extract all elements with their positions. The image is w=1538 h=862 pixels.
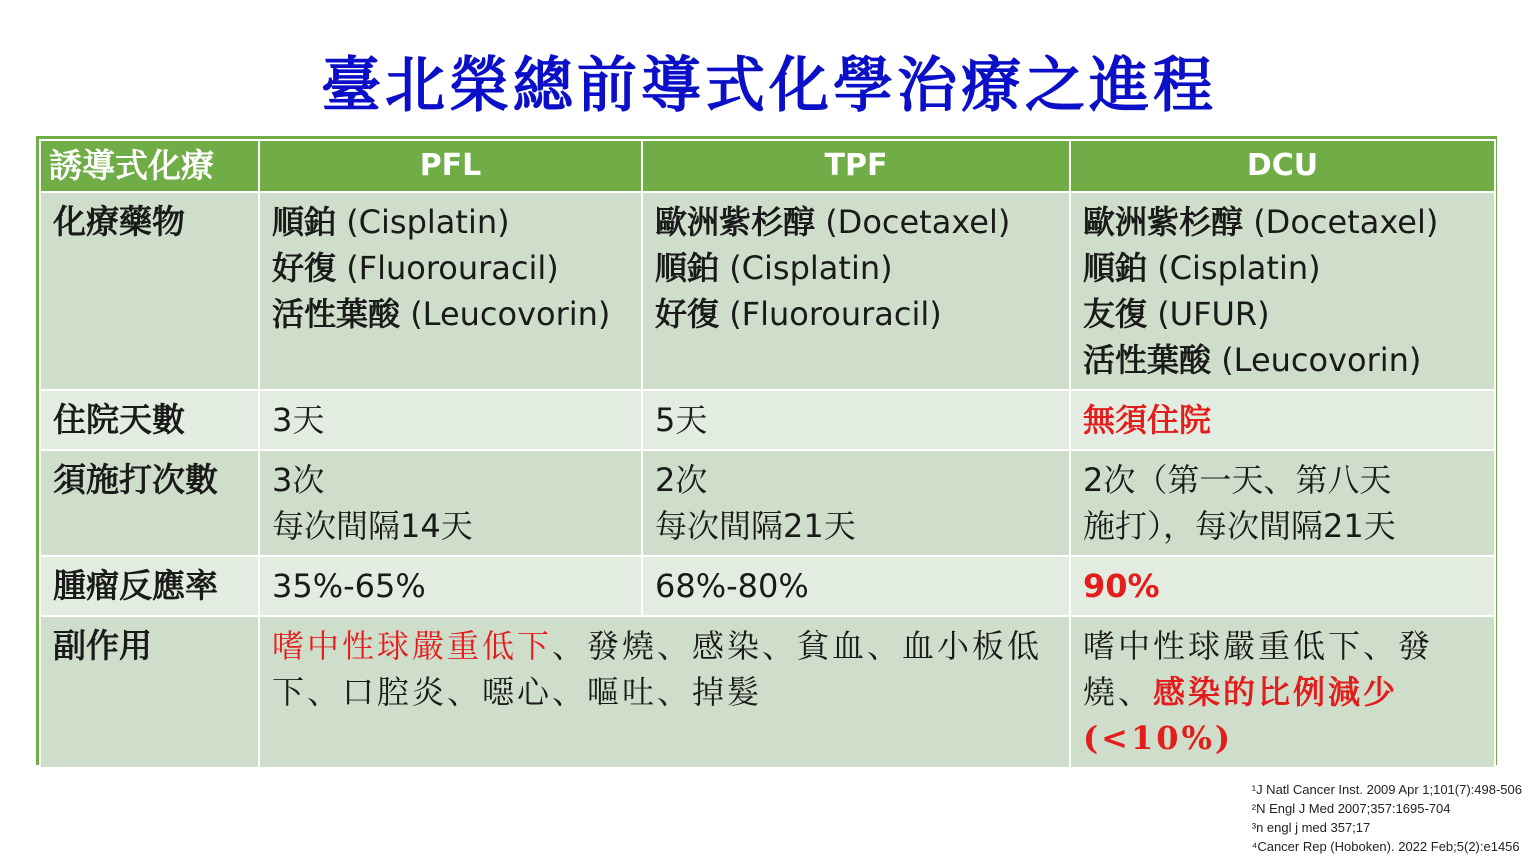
header-dcu: DCU: [1070, 140, 1495, 192]
references: [1252, 780, 1522, 856]
page-title: 臺北榮總前導式化學治療之進程: [321, 51, 1217, 121]
table-row-doses: [40, 450, 1495, 556]
table-row-response: [40, 556, 1495, 616]
cell-tpf-drugs: 歐洲紫杉醇 (Docetaxel) 順鉑 (Cisplatin) 好復 (Fluorouracil): [642, 192, 1070, 390]
cell-pfl-response: 35%-65%: [259, 556, 642, 616]
reference-2: ²N Engl J Med 2007;357:1695-704: [1251, 801, 1451, 816]
row-label-response: 腫瘤反應率: [40, 556, 259, 616]
header-tpf: TPF: [642, 140, 1070, 192]
cell-pfl-doses: 3次 每次間隔14天: [259, 450, 642, 556]
table-row-side-effects: [40, 616, 1495, 768]
reference-3: ³n engl j med 357;17: [1251, 820, 1371, 835]
cell-dcu-response: 90%: [1070, 556, 1495, 616]
table-row-drugs: [40, 192, 1495, 390]
side-effect-rest: 、發燒、感染、貧血、血小板低下、口腔炎、噁心、嘔吐、掉髮: [272, 627, 1043, 711]
reference-1: ¹J Natl Cancer Inst. 2009 Apr 1;101(7):498-506: [1251, 782, 1522, 797]
side-effect-highlight: 嗜中性球嚴重低下: [272, 627, 553, 665]
cell-dcu-side-effects: [1070, 616, 1495, 768]
cell-dcu-drugs: 歐洲紫杉醇 (Docetaxel) 順鉑 (Cisplatin) 友復 (UFUR) 活性葉酸 (Leucovorin): [1070, 192, 1495, 390]
comparison-table: [36, 136, 1497, 765]
cell-tpf-response: 68%-80%: [642, 556, 1070, 616]
row-label-stay: 住院天數: [40, 390, 259, 450]
dcu-side-effect-plain: 嗜中性球嚴重低下、發燒、: [1083, 627, 1434, 711]
cell-pfl-tpf-side-effects: [259, 616, 1070, 768]
dcu-side-effect-highlight: 感染的比例減少(<10%): [1083, 673, 1399, 757]
header-pfl: PFL: [259, 140, 642, 192]
reference-4: ⁴Cancer Rep (Hoboken). 2022 Feb;5(2):e1456: [1251, 839, 1520, 854]
cell-tpf-doses: 2次 每次間隔21天: [642, 450, 1070, 556]
cell-tpf-stay: 5天: [642, 390, 1070, 450]
row-label-side-effects: 副作用: [40, 616, 259, 768]
cell-pfl-stay: 3天: [259, 390, 642, 450]
cell-dcu-doses: 2次（第一天、第八天 施打），每次間隔21天: [1070, 450, 1495, 556]
row-label-drugs: 化療藥物: [40, 192, 259, 390]
table-row-stay: [40, 390, 1495, 450]
row-label-doses: 須施打次數: [40, 450, 259, 556]
header-regimen: 誘導式化療: [40, 140, 259, 192]
header-row: [40, 140, 1495, 192]
cell-dcu-stay: 無須住院: [1070, 390, 1495, 450]
cell-pfl-drugs: 順鉑 (Cisplatin) 好復 (Fluorouracil) 活性葉酸 (Leucovorin): [259, 192, 642, 390]
